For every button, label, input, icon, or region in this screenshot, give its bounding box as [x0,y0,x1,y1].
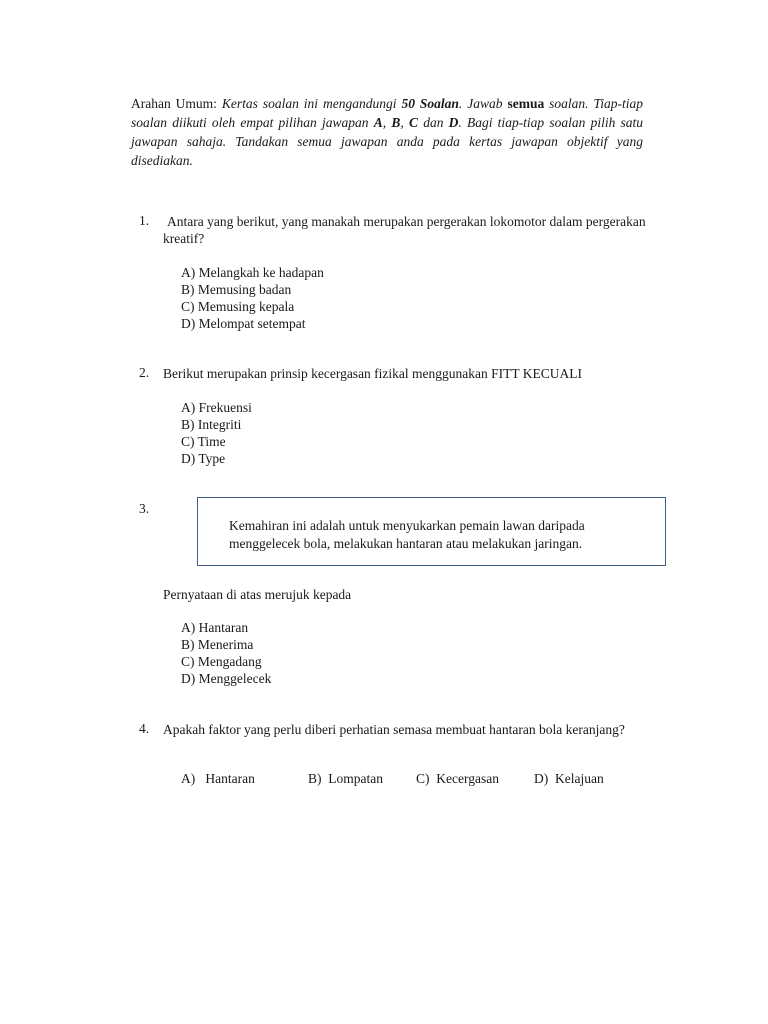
instructions-choice-b: B [391,115,401,130]
option-c[interactable]: C) Memusing kepala [181,299,295,314]
instructions-text-3: soalan. Tiap-tiap soalan diikuti oleh empat pilihan jawapan [131,96,643,130]
question-number: 2. [139,365,150,380]
option-d[interactable]: D) Melompat setempat [181,316,306,331]
instructions-emphasis-all: semua [507,96,545,111]
instructions-and: dan [423,115,444,130]
instructions-question-count: 50 Soalan [401,96,459,111]
option-a[interactable]: A) Melangkah ke hadapan [181,265,324,280]
question-text: Antara yang berikut, yang manakah merupakan pergerakan lokomotor dalam pergerakan kreatif? [163,214,646,246]
question-text: Apakah faktor yang perlu diberi perhatian semasa membuat hantaran bola keranjang? [163,722,625,737]
question-text: Pernyataan di atas merujuk kepada [163,587,352,602]
instructions-label: Arahan Umum: [131,96,217,111]
option-a[interactable]: A) Hantaran [181,620,249,635]
instructions-text-2: . Jawab [458,96,503,111]
options-list [181,619,271,687]
option-a[interactable]: A) Hantaran [181,771,255,786]
instructions-choice-a: A [373,115,383,130]
option-b[interactable]: B) Lompatan [308,771,383,786]
option-d[interactable]: D) Kelajuan [534,771,604,786]
option-b[interactable]: B) Memusing badan [181,282,292,297]
option-b[interactable]: B) Integriti [181,417,242,432]
statement-box [197,497,666,566]
instructions-sep-1: , [382,115,387,130]
instructions-choice-c: C [408,115,418,130]
option-d[interactable]: D) Menggelecek [181,671,272,686]
general-instructions [131,94,643,170]
option-d[interactable]: D) Type [181,451,226,466]
option-b[interactable]: B) Menerima [181,637,254,652]
option-c[interactable]: C) Time [181,434,226,449]
question-number: 3. [139,501,150,516]
question-text: Berikut merupakan prinsip kecergasan fizikal menggunakan FITT KECUALI [163,366,583,381]
option-c[interactable]: C) Kecergasan [416,771,499,786]
options-list [181,399,252,467]
options-list [181,264,324,332]
instructions-sep-2: , [400,115,404,130]
statement-text: Kemahiran ini adalah untuk menyukarkan pemain lawan daripada menggelecek bola, melakukan hantaran atau melakukan jaringan. [229,518,585,551]
option-a[interactable]: A) Frekuensi [181,400,252,415]
question-number: 1. [139,213,150,228]
question-number: 4. [139,721,150,736]
instructions-text-1: Kertas soalan ini mengandungi [221,96,397,111]
option-c[interactable]: C) Mengadang [181,654,262,669]
instructions-choice-d: D [448,115,459,130]
instructions-text-4: . Bagi tiap-tiap soalan pilih satu jawapan sahaja. Tandakan semua jawapan anda pada kertas jawapan objektif yang disediakan. [131,115,644,168]
